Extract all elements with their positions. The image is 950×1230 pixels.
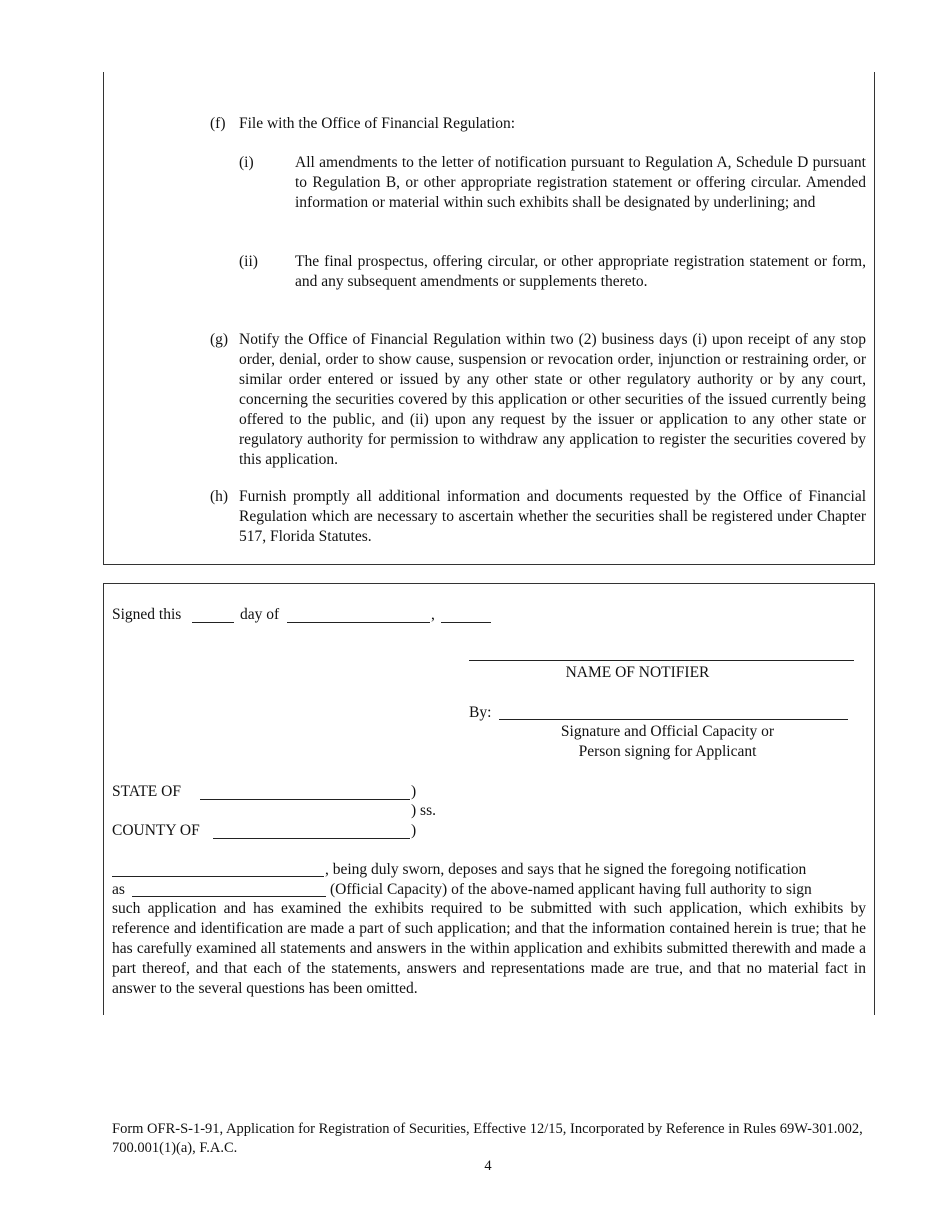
ss-label: ) ss. xyxy=(411,802,436,819)
state-blank[interactable] xyxy=(200,799,410,800)
item-h-text: Furnish promptly all additional information and documents requested by the Office of Financial Regulation which are necessary to ascertain whether the securities shall be registered under Chapter 517, Florida Statutes. xyxy=(239,488,866,545)
state-of-label: STATE OF xyxy=(112,783,181,800)
county-of-label: COUNTY OF xyxy=(112,822,200,839)
footer-form-reference: Form OFR-S-1-91, Application for Registration of Securities, Effective 12/15, Incorporated by Reference in Rules 69W-301.002, 700.001(1)(a), F.A.C. xyxy=(112,1121,863,1156)
sign-box-left-border xyxy=(103,583,104,1015)
name-of-notifier-label: NAME OF NOTIFIER xyxy=(565,664,710,681)
official-capacity-blank[interactable] xyxy=(132,896,326,897)
top-box-bottom-border xyxy=(103,564,875,565)
oath-line1: , being duly sworn, deposes and says that he signed the foregoing notification xyxy=(325,861,807,878)
top-box-right-border xyxy=(874,72,875,565)
affiant-name-blank[interactable] xyxy=(112,876,324,877)
signed-day-blank[interactable] xyxy=(192,622,234,623)
oath-line2: (Official Capacity) of the above-named applicant having full authority to sign xyxy=(330,881,812,898)
sign-box-top-border xyxy=(103,583,875,584)
item-f-marker: (f) xyxy=(210,115,226,132)
item-g-marker: (g) xyxy=(210,331,229,348)
item-h-marker: (h) xyxy=(210,488,229,505)
item-f-ii-text: The final prospectus, offering circular, or other appropriate registration statement or form, and any subsequent amendments or supplements thereto. xyxy=(295,253,866,290)
county-blank[interactable] xyxy=(213,838,410,839)
item-f-i-text: All amendments to the letter of notification pursuant to Regulation A, Schedule D pursuant to Regulation B, or other appropriate registration statement or offering circular. Amended information or material within such exhibits shall be designated by underlining; and xyxy=(295,154,866,211)
item-g-text: Notify the Office of Financial Regulation within two (2) business days (i) upon receipt of any stop order, denial, order to show cause, suspension or revocation order, injunction or restraining order, or similar order entered or issued by any other state or other regulatory authority or by any court, concerning the securities covered by this application or other securities of the issued currently being offered to the public, and (ii) upon any request by the issuer or application to any other state or regulatory authority for permission to withdraw any application to register the securities covered by this application. xyxy=(239,331,866,468)
oath-paragraph: such application and has examined the exhibits required to be submitted with such application, which exhibits by reference and identification are made a part of such application; and that the information contained herein is true; that he has carefully examined all statements and answers in the within application and exhibits submitted therewith and made a part thereof, and that each of the statements, answers and representations made are true, and that no material fact in answer to the several questions has been omitted. xyxy=(112,900,866,997)
page-number: 4 xyxy=(484,1158,492,1174)
capacity-label-line2: Person signing for Applicant xyxy=(578,743,757,760)
oath-as-label: as xyxy=(112,881,125,898)
capacity-label-line1: Signature and Official Capacity or xyxy=(560,723,775,740)
signed-this-label: Signed this xyxy=(112,606,182,623)
item-f-text: File with the Office of Financial Regulation: xyxy=(239,115,516,132)
top-box-left-border xyxy=(103,72,104,565)
item-f-ii-marker: (ii) xyxy=(239,253,258,270)
by-label: By: xyxy=(469,704,492,721)
county-paren: ) xyxy=(411,822,417,839)
signature-line[interactable] xyxy=(499,719,848,720)
item-f-i-marker: (i) xyxy=(239,154,254,171)
sign-box-right-border xyxy=(874,583,875,1015)
signed-month-blank[interactable] xyxy=(287,622,430,623)
state-paren: ) xyxy=(411,783,417,800)
signed-year-blank[interactable] xyxy=(441,622,491,623)
signed-comma: , xyxy=(431,606,435,623)
day-of-label: day of xyxy=(240,606,280,623)
notifier-name-line[interactable] xyxy=(469,660,854,661)
